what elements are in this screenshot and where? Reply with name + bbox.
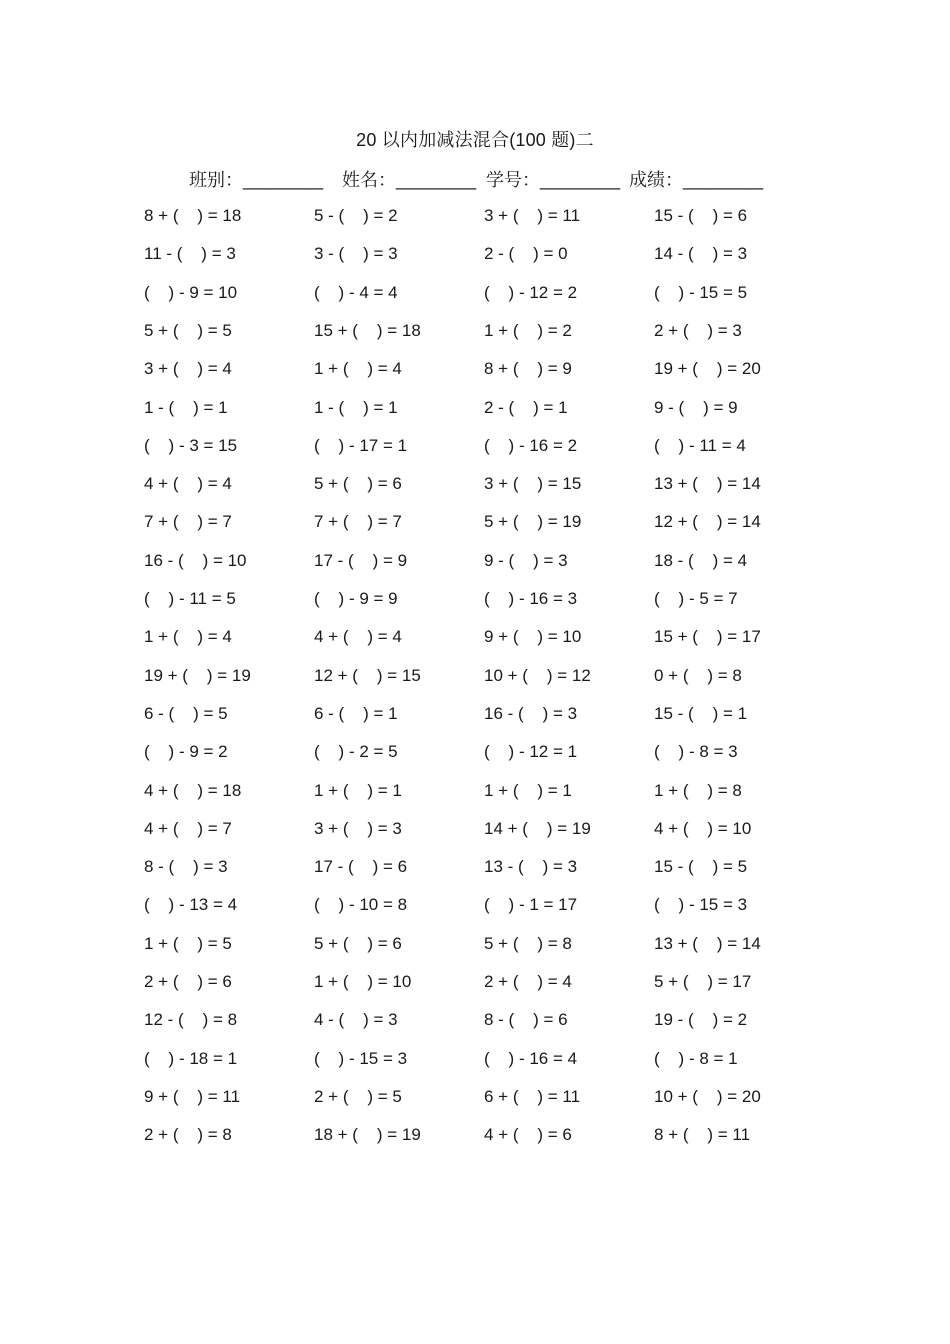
- math-problem: 1 + ( ) = 5: [144, 933, 232, 953]
- problem-row: [0, 1087, 950, 1113]
- problem-row: [0, 436, 950, 462]
- math-problem: 1 + ( ) = 4: [144, 627, 232, 647]
- math-problem: 1 + ( ) = 4: [314, 359, 402, 379]
- math-problem: 15 - ( ) = 1: [654, 703, 748, 723]
- problem-row: [0, 972, 950, 998]
- math-problem: 5 + ( ) = 8: [484, 933, 572, 953]
- name-field[interactable]: 姓名：________: [342, 170, 477, 190]
- class-field[interactable]: 班别：________: [189, 170, 324, 190]
- math-problem: ( ) - 1 = 17: [484, 895, 578, 915]
- problem-row: [0, 1125, 950, 1151]
- math-problem: 4 + ( ) = 6: [484, 1125, 572, 1145]
- math-problem: 12 + ( ) = 14: [654, 512, 761, 532]
- math-problem: 2 + ( ) = 8: [144, 1125, 232, 1145]
- math-problem: ( ) - 16 = 4: [484, 1048, 578, 1068]
- math-problem: 8 + ( ) = 11: [654, 1125, 751, 1145]
- math-problem: 13 - ( ) = 3: [484, 857, 578, 877]
- math-problem: 1 + ( ) = 1: [484, 780, 572, 800]
- math-problem: 3 + ( ) = 15: [484, 474, 582, 494]
- math-problem: 6 - ( ) = 1: [314, 703, 398, 723]
- math-problem: ( ) - 17 = 1: [314, 435, 408, 455]
- math-problem: 9 - ( ) = 9: [654, 397, 738, 417]
- math-problem: 8 + ( ) = 9: [484, 359, 572, 379]
- student-number-field[interactable]: 学号：________: [486, 170, 621, 190]
- math-problem: 2 + ( ) = 6: [144, 972, 232, 991]
- math-problem: 13 + ( ) = 14: [654, 933, 761, 953]
- math-problem: 8 + ( ) = 18: [144, 206, 242, 225]
- math-problem: 5 + ( ) = 6: [314, 933, 402, 953]
- problem-row: [0, 742, 950, 768]
- math-problem: ( ) - 11 = 4: [654, 435, 746, 455]
- math-problem: ( ) - 9 = 9: [314, 589, 398, 608]
- worksheet-title: 20 以内加减法混合(100 题)二: [356, 130, 594, 150]
- math-problem: 4 + ( ) = 18: [144, 780, 242, 800]
- math-problem: ( ) - 3 = 15: [144, 435, 238, 455]
- math-problem: 5 + ( ) = 17: [654, 972, 752, 991]
- problem-row: [0, 1010, 950, 1036]
- math-problem: 9 + ( ) = 11: [144, 1086, 241, 1106]
- math-problem: ( ) - 12 = 2: [484, 282, 578, 302]
- math-problem: 2 + ( ) = 3: [654, 320, 742, 340]
- math-problem: ( ) - 16 = 2: [484, 435, 578, 455]
- math-problem: 11 - ( ) = 3: [144, 244, 236, 264]
- math-problem: 1 + ( ) = 1: [314, 780, 402, 800]
- math-problem: 15 + ( ) = 18: [314, 320, 421, 340]
- math-problem: 7 + ( ) = 7: [314, 512, 402, 532]
- math-problem: ( ) - 16 = 3: [484, 589, 578, 608]
- math-problem: ( ) - 5 = 7: [654, 589, 738, 608]
- math-problem: 2 + ( ) = 5: [314, 1086, 402, 1106]
- math-problem: 9 + ( ) = 10: [484, 627, 582, 647]
- math-problem: ( ) - 13 = 4: [144, 895, 238, 915]
- math-problem: 7 + ( ) = 7: [144, 512, 232, 532]
- math-problem: 12 + ( ) = 15: [314, 665, 421, 685]
- math-problem: 4 + ( ) = 4: [144, 474, 232, 494]
- math-problem: ( ) - 15 = 3: [654, 895, 748, 915]
- math-problem: ( ) - 11 = 5: [144, 589, 236, 608]
- math-problem: 4 - ( ) = 3: [314, 1010, 398, 1030]
- math-problem: 19 - ( ) = 2: [654, 1010, 748, 1030]
- math-problem: 10 + ( ) = 20: [654, 1086, 761, 1106]
- problem-row: [0, 627, 950, 653]
- math-problem: 2 - ( ) = 0: [484, 244, 568, 264]
- math-problem: ( ) - 18 = 1: [144, 1048, 238, 1068]
- math-problem: 1 + ( ) = 2: [484, 320, 572, 340]
- problem-row: [0, 666, 950, 692]
- math-problem: 13 + ( ) = 14: [654, 474, 761, 494]
- problem-row: [0, 321, 950, 347]
- problem-row: [0, 551, 950, 577]
- math-problem: ( ) - 10 = 8: [314, 895, 408, 915]
- problem-row: [0, 474, 950, 500]
- math-problem: 8 - ( ) = 3: [144, 857, 228, 877]
- math-problem: ( ) - 8 = 1: [654, 1048, 738, 1068]
- math-problem: 0 + ( ) = 8: [654, 665, 742, 685]
- problem-row: [0, 244, 950, 270]
- math-problem: 19 + ( ) = 19: [144, 665, 251, 685]
- math-problem: 15 - ( ) = 5: [654, 857, 748, 877]
- math-problem: 3 + ( ) = 4: [144, 359, 232, 379]
- math-problem: 4 + ( ) = 10: [654, 818, 752, 838]
- problem-row: [0, 781, 950, 807]
- problem-row: [0, 359, 950, 385]
- math-problem: 9 - ( ) = 3: [484, 550, 568, 570]
- math-problem: 5 - ( ) = 2: [314, 206, 398, 225]
- math-problem: 10 + ( ) = 12: [484, 665, 591, 685]
- math-problem: ( ) - 8 = 3: [654, 742, 738, 762]
- problem-row: [0, 704, 950, 730]
- math-problem: 17 - ( ) = 9: [314, 550, 408, 570]
- math-problem: 18 + ( ) = 19: [314, 1125, 421, 1145]
- math-problem: 2 + ( ) = 4: [484, 972, 572, 991]
- math-problem: 16 - ( ) = 10: [144, 550, 247, 570]
- math-problem: 1 + ( ) = 8: [654, 780, 742, 800]
- problem-row: [0, 398, 950, 424]
- math-problem: 14 + ( ) = 19: [484, 818, 591, 838]
- math-problem: ( ) - 4 = 4: [314, 282, 398, 302]
- math-problem: 6 - ( ) = 5: [144, 703, 228, 723]
- problem-row: [0, 589, 950, 615]
- math-problem: 18 - ( ) = 4: [654, 550, 748, 570]
- math-problem: 1 + ( ) = 10: [314, 972, 412, 991]
- math-problem: ( ) - 9 = 2: [144, 742, 228, 762]
- math-problem: 2 - ( ) = 1: [484, 397, 568, 417]
- math-problem: 14 - ( ) = 3: [654, 244, 748, 264]
- problem-row: [0, 857, 950, 883]
- math-problem: 3 + ( ) = 11: [484, 206, 581, 225]
- math-problem: 19 + ( ) = 20: [654, 359, 761, 379]
- math-problem: ( ) - 12 = 1: [484, 742, 578, 762]
- math-problem: 16 - ( ) = 3: [484, 703, 578, 723]
- math-problem: ( ) - 15 = 5: [654, 282, 748, 302]
- math-problem: 5 + ( ) = 5: [144, 320, 232, 340]
- math-problem: 8 - ( ) = 6: [484, 1010, 568, 1030]
- math-problem: 5 + ( ) = 19: [484, 512, 582, 532]
- math-problem: 15 - ( ) = 6: [654, 206, 748, 225]
- math-problem: 15 + ( ) = 17: [654, 627, 761, 647]
- math-problem: 17 - ( ) = 6: [314, 857, 408, 877]
- problem-row: [0, 283, 950, 309]
- math-problem: 12 - ( ) = 8: [144, 1010, 238, 1030]
- math-problem: 3 + ( ) = 3: [314, 818, 402, 838]
- problem-row: [0, 934, 950, 960]
- math-problem: 3 - ( ) = 3: [314, 244, 398, 264]
- math-problem: 6 + ( ) = 11: [484, 1086, 581, 1106]
- problem-row: [0, 895, 950, 921]
- math-problem: 1 - ( ) = 1: [314, 397, 398, 417]
- score-field[interactable]: 成绩：________: [629, 170, 764, 190]
- math-problem: ( ) - 15 = 3: [314, 1048, 408, 1068]
- problem-row: [0, 512, 950, 538]
- math-problem: 1 - ( ) = 1: [144, 397, 228, 417]
- math-problem: ( ) - 9 = 10: [144, 282, 238, 302]
- problem-row: [0, 819, 950, 845]
- math-problem: 4 + ( ) = 7: [144, 818, 232, 838]
- math-problem: 5 + ( ) = 6: [314, 474, 402, 494]
- problem-row: [0, 1049, 950, 1075]
- math-problem: ( ) - 2 = 5: [314, 742, 398, 762]
- problem-row: [0, 206, 950, 232]
- math-problem: 4 + ( ) = 4: [314, 627, 402, 647]
